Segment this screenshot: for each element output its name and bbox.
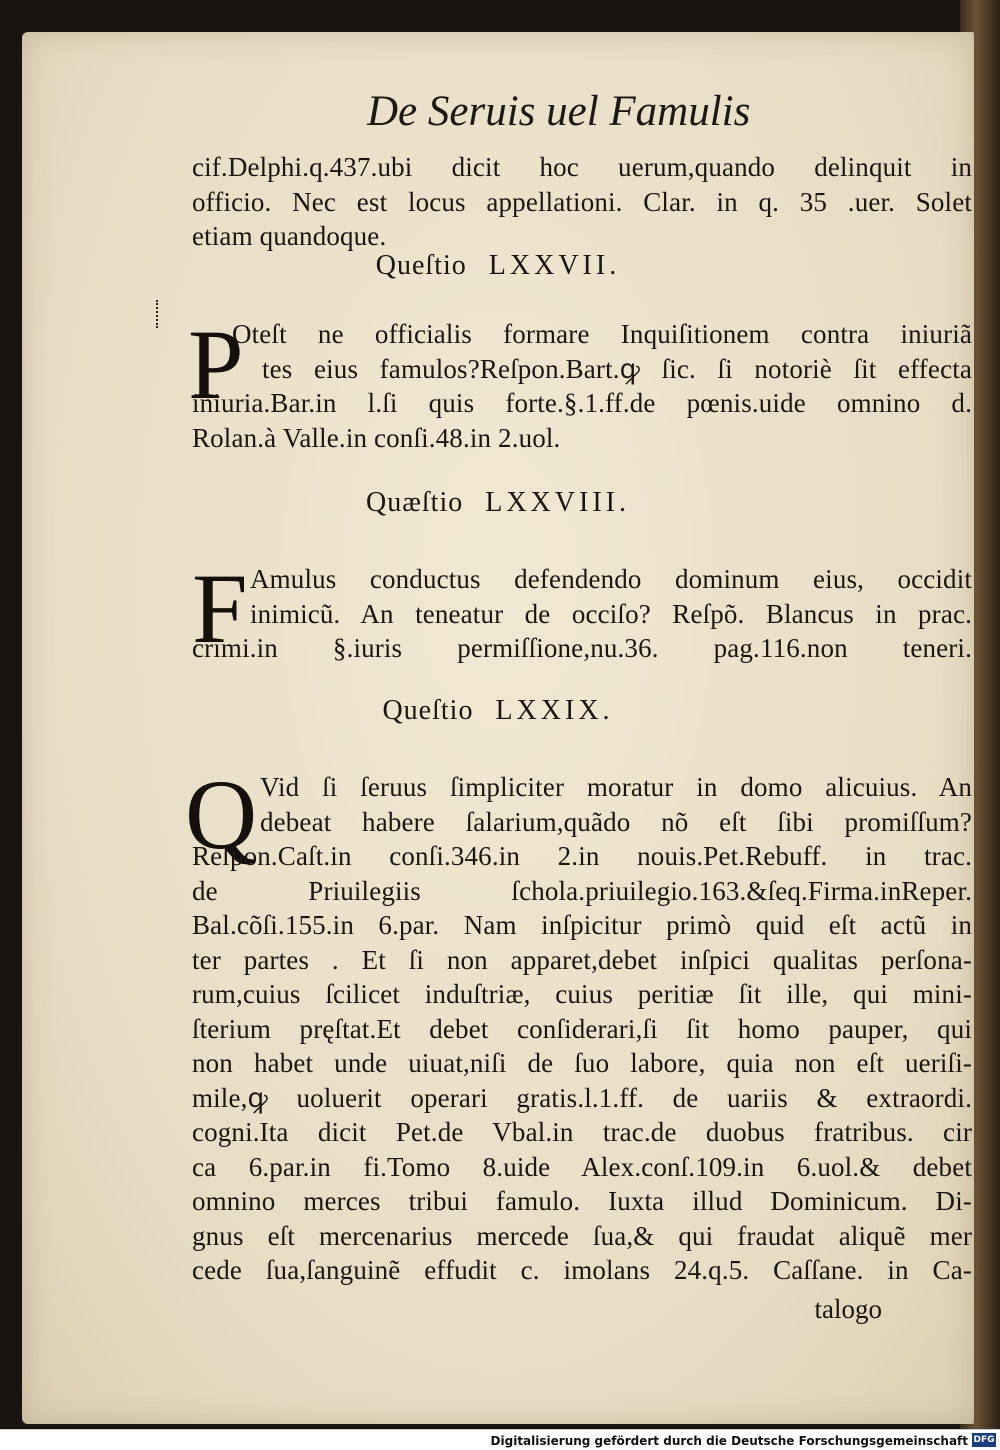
text-line: Rolan.à Valle.in conſi.48.in 2.uol. bbox=[192, 422, 561, 453]
question-paragraph bbox=[192, 562, 972, 666]
drop-cap: P bbox=[188, 309, 244, 420]
text-line: ſterium pręſtat.Et debet conſiderari,ſi ſit homo pauper, qui bbox=[192, 1013, 972, 1044]
intro-paragraph bbox=[192, 150, 972, 254]
footer-bar bbox=[0, 1429, 1000, 1450]
text-line: crimi.in §.iuris permiſſione,nu.36. pag.116.non teneri. bbox=[192, 633, 972, 663]
text-line: cede ſua,ſanguinẽ effudit c. imolans 24.q.5. Caſſane. in Ca- bbox=[192, 1255, 972, 1285]
heading-word: Queſtio bbox=[382, 695, 474, 726]
text-line: Reſpon.Caſt.in conſi.346.in 2.in nouis.Pet.Rebuff. in trac. bbox=[192, 841, 972, 871]
text-line: cogni.Ita dicit Pet.de Vbal.in trac.de duobus fratribus. cir bbox=[192, 1117, 972, 1147]
question-heading bbox=[22, 695, 974, 727]
text-line: omnino merces tribui famulo. Iuxta illud Dominicum. Di- bbox=[192, 1186, 972, 1216]
text-line: mile,ꝙ uoluerit operari gratis.l.1.ff. de uariis & extraordi. bbox=[192, 1082, 972, 1113]
heading-word: Quæſtio bbox=[366, 487, 464, 518]
text-line: inimicũ. An teneatur de occiſo? Reſpõ. Blancus in prac. bbox=[250, 598, 972, 629]
text-line: iniuria.Bar.in l.ſi quis forte.§.1.ff.de pœnis.uide omnino d. bbox=[192, 388, 972, 418]
text-line: Vid ſi ſeruus ſimpliciter moratur in domo alicuius. An bbox=[260, 772, 972, 802]
drop-cap: Q bbox=[185, 759, 258, 870]
question-heading bbox=[22, 487, 974, 519]
margin-mark bbox=[156, 300, 161, 328]
text-line: de Priuilegiis ſchola.priuilegio.163.&ſeq.Firma.inReper. bbox=[192, 875, 972, 906]
text-line: ca 6.par.in fi.Tomo 8.uide Alex.conſ.109.in 6.uol.& debet bbox=[192, 1151, 972, 1182]
text-line: officio. Nec est locus appellationi. Clar. in q. 35 .uer. Solet bbox=[192, 186, 972, 217]
text-line: Oteſt ne officialis formare Inquiſitionem contra iniuriã bbox=[232, 319, 972, 349]
heading-number: LXXIX. bbox=[495, 695, 614, 726]
text-line: cif.Delphi.q.437.ubi dicit hoc uerum,quando delinquit in bbox=[192, 152, 972, 182]
catchword: talogo bbox=[814, 1294, 882, 1324]
book-page bbox=[22, 32, 974, 1424]
text-line: ter partes . Et ſi non apparet,debet inſpici qualitas perſona- bbox=[192, 944, 972, 975]
text-line: Bal.cõſi.155.in 6.par. Nam inſpicitur primò quid eſt actũ in bbox=[192, 910, 972, 940]
footer-credit: Digitalisierung gefördert durch die Deutsche Forschungsgemeinschaft bbox=[490, 1434, 968, 1448]
text-line: tes eius famulos?Reſpon.Bart.ꝙ ſic. ſi notoriè ſit effecta bbox=[262, 353, 972, 384]
text-line: debeat habere ſalarium,quãdo nõ eſt ſibi promiſſum? bbox=[260, 806, 972, 837]
running-head: De Seruis uel Famulis bbox=[367, 88, 751, 135]
text-line: rum,cuius ſcilicet induſtriæ, cuius peritiæ ſit ille, qui mini- bbox=[192, 979, 972, 1009]
question-paragraph bbox=[192, 317, 972, 455]
dfg-logo: DFG bbox=[973, 1435, 995, 1445]
text-line: non habet unde uiuat,niſi de ſuo labore, quia non eſt ueriſi- bbox=[192, 1048, 972, 1078]
text-line: Amulus conductus defendendo dominum eius, occidit bbox=[250, 564, 972, 594]
drop-cap: F bbox=[192, 553, 248, 664]
heading-number: LXXVIII. bbox=[485, 487, 630, 518]
question-paragraph bbox=[192, 770, 972, 1288]
text-line: gnus eſt mercenarius mercede ſua,& qui fraudat aliquẽ mer bbox=[192, 1220, 972, 1251]
heading-word: Queſtio bbox=[375, 250, 467, 281]
heading-number: LXXVII. bbox=[488, 250, 621, 281]
question-heading bbox=[22, 250, 974, 282]
text-line: etiam quandoque. bbox=[192, 221, 387, 251]
